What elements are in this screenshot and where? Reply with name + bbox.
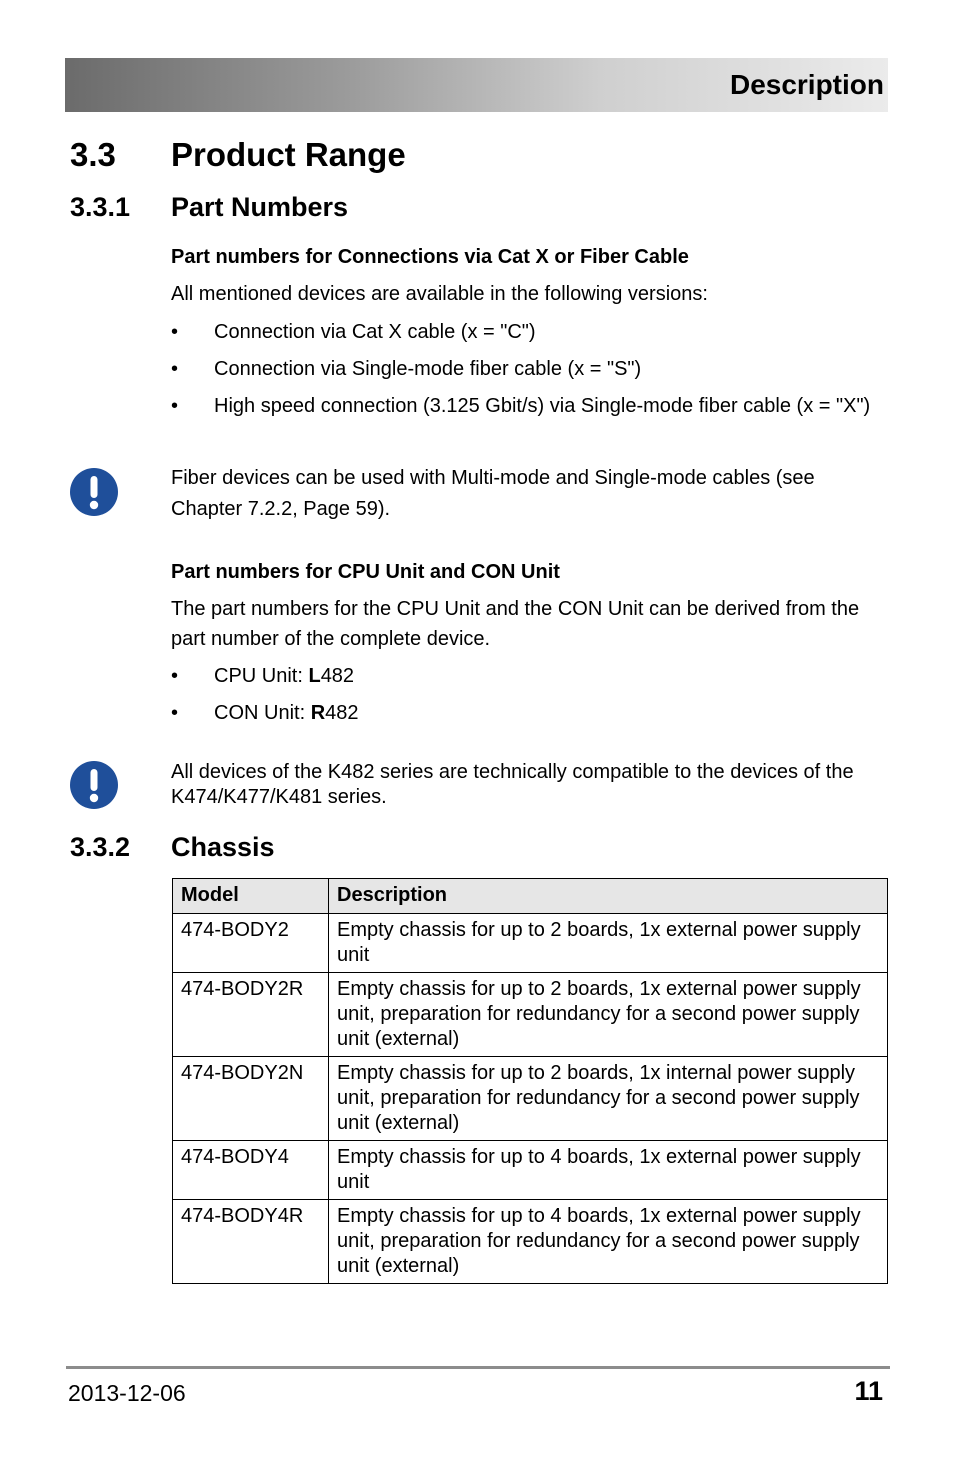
bullet-symbol: • [171, 321, 179, 343]
column-header-description: Description [329, 879, 888, 914]
subsection-number: 3.3.2 [70, 832, 131, 862]
description-cell: Empty chassis for up to 4 boards, 1x external power supply unit [329, 1141, 888, 1200]
table-row [173, 973, 888, 1057]
section-number: 3.3 [70, 136, 116, 173]
subsection-title: Chassis [171, 832, 275, 862]
connections-intro: All mentioned devices are available in the following versions: [171, 283, 708, 305]
unit-label: CON Unit: [214, 702, 311, 724]
exclamation-icon [70, 761, 118, 809]
description-cell: Empty chassis for up to 4 boards, 1x external power supply unit, preparation for redundancy for a second power supply unit (external) [329, 1200, 888, 1284]
footer-date: 2013-12-06 [68, 1380, 186, 1406]
table-header-row [173, 879, 888, 914]
description-cell: Empty chassis for up to 2 boards, 1x external power supply unit [329, 914, 888, 973]
unit-label: CPU Unit: [214, 665, 309, 687]
bullet-symbol: • [171, 702, 179, 724]
units-heading: Part numbers for CPU Unit and CON Unit [171, 561, 560, 583]
header-section-title: Description [729, 69, 884, 100]
connections-heading: Part numbers for Connections via Cat X or Fiber Cable [171, 246, 689, 268]
fiber-note: Fiber devices can be used with Multi-mode and Single-mode cables (see Chapter 7.2.2, Page 59). [171, 467, 815, 520]
units-intro: The part numbers for the CPU Unit and the CON Unit can be derived from the part number of the complete device. [171, 598, 860, 650]
unit-suffix: 482 [320, 665, 355, 687]
unit-suffix: 482 [325, 702, 359, 724]
description-cell: Empty chassis for up to 2 boards, 1x external power supply unit, preparation for redundancy for a second power supply unit (external) [329, 973, 888, 1057]
model-cell: 474-BODY4 [173, 1141, 329, 1200]
page-number: 11 [854, 1376, 883, 1406]
table-row [173, 1057, 888, 1141]
list-item-text [214, 661, 886, 691]
description-cell: Empty chassis for up to 2 boards, 1x internal power supply unit, preparation for redundancy for a second power supply unit (external) [329, 1057, 888, 1141]
model-cell: 474-BODY2N [173, 1057, 329, 1141]
subsection-title: Part Numbers [171, 192, 349, 222]
compatibility-note: All devices of the K482 series are technically compatible to the devices of the K474/K477/K481 series. [171, 761, 854, 808]
list-item-text: Connection via Cat X cable (x = "C") [214, 321, 536, 343]
bullet-symbol: • [171, 395, 179, 417]
bullet-symbol: • [171, 358, 179, 380]
list-item-text: High speed connection (3.125 Gbit/s) via Single-mode fiber cable (x = "X") [214, 395, 871, 417]
section-title: Product Range [171, 136, 406, 173]
table-row [173, 1200, 888, 1284]
unit-prefix: L [308, 665, 321, 687]
chassis-table [172, 878, 888, 1284]
table-row [173, 1141, 888, 1200]
model-cell: 474-BODY2R [173, 973, 329, 1057]
header-bar [65, 58, 888, 112]
model-cell: 474-BODY2 [173, 914, 329, 973]
subsection-number: 3.3.1 [70, 192, 131, 222]
bullet-symbol: • [171, 665, 179, 687]
list-item-text [214, 698, 886, 728]
list-item-text: Connection via Single-mode fiber cable (x = "S") [214, 358, 642, 380]
table-row [173, 914, 888, 973]
column-header-model: Model [173, 879, 329, 914]
model-cell: 474-BODY4R [173, 1200, 329, 1284]
footer-divider [66, 1366, 890, 1369]
exclamation-icon [70, 468, 118, 516]
unit-prefix: R [310, 702, 326, 724]
